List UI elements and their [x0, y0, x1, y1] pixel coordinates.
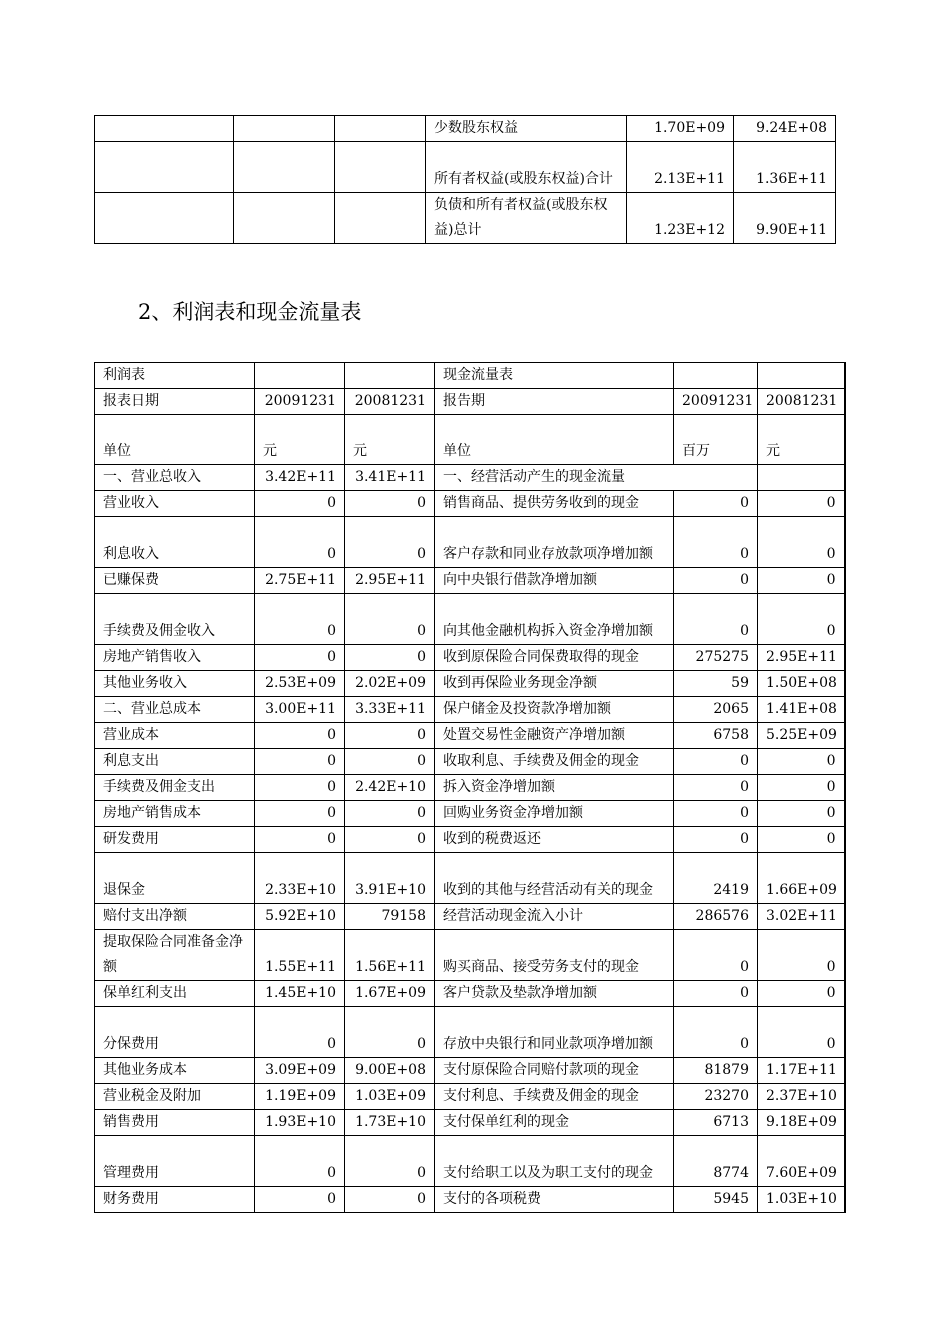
- main-row: [95, 594, 845, 645]
- top-cell: [95, 193, 234, 244]
- main-cell: 0: [255, 645, 345, 671]
- main-cell: 利润表: [95, 363, 255, 389]
- main-cell: 报告期: [435, 389, 674, 415]
- main-cell: 1.19E+09: [255, 1084, 345, 1110]
- main-row: [95, 1084, 845, 1110]
- main-cell: 79158: [345, 904, 435, 930]
- section-heading: 2、利润表和现金流量表: [138, 300, 362, 324]
- main-row: [95, 1110, 845, 1136]
- main-cell: 7.60E+09: [758, 1136, 845, 1187]
- main-cell: 1.17E+11: [758, 1058, 845, 1084]
- main-cell: [758, 465, 845, 491]
- income-cashflow-body: [95, 363, 845, 1213]
- main-cell: 报表日期: [95, 389, 255, 415]
- main-cell: 0: [345, 723, 435, 749]
- main-row: [95, 1058, 845, 1084]
- main-cell: 0: [674, 517, 758, 568]
- top-cell: [95, 142, 234, 193]
- main-cell: 2.95E+11: [345, 568, 435, 594]
- main-cell: 8774: [674, 1136, 758, 1187]
- main-cell: 3.00E+11: [255, 697, 345, 723]
- main-cell: [345, 363, 435, 389]
- main-cell: 元: [758, 415, 845, 465]
- main-cell: 利息收入: [95, 517, 255, 568]
- main-cell: 1.56E+11: [345, 930, 435, 981]
- main-cell: 0: [674, 981, 758, 1007]
- main-row: [95, 981, 845, 1007]
- balance-sheet-tail-body: [95, 116, 836, 244]
- main-cell: 手续费及佣金支出: [95, 775, 255, 801]
- main-cell: 房地产销售收入: [95, 645, 255, 671]
- main-cell: 9.18E+09: [758, 1110, 845, 1136]
- main-cell: 0: [345, 801, 435, 827]
- top-row: [95, 193, 836, 244]
- main-cell: 286576: [674, 904, 758, 930]
- main-cell: 经营活动现金流入小计: [435, 904, 674, 930]
- main-cell: 1.66E+09: [758, 853, 845, 904]
- main-row: [95, 775, 845, 801]
- main-cell: 房地产销售成本: [95, 801, 255, 827]
- main-cell: 支付的各项税费: [435, 1187, 674, 1213]
- main-row: [95, 645, 845, 671]
- main-row: [95, 389, 845, 415]
- main-row: [95, 930, 845, 981]
- main-cell: 5945: [674, 1187, 758, 1213]
- main-cell: 0: [255, 491, 345, 517]
- main-cell: 保户储金及投资款净增加额: [435, 697, 674, 723]
- main-cell: 收到的其他与经营活动有关的现金: [435, 853, 674, 904]
- main-cell: 收取利息、手续费及佣金的现金: [435, 749, 674, 775]
- main-cell: 0: [674, 775, 758, 801]
- main-cell: 营业收入: [95, 491, 255, 517]
- main-cell: 0: [255, 594, 345, 645]
- main-cell: 支付保单红利的现金: [435, 1110, 674, 1136]
- income-cashflow-table: [94, 362, 846, 1213]
- main-cell: 20091231: [674, 389, 758, 415]
- top-cell: 1.23E+12: [627, 193, 734, 244]
- main-cell: 0: [758, 491, 845, 517]
- main-cell: 0: [255, 723, 345, 749]
- main-cell: 3.91E+10: [345, 853, 435, 904]
- main-cell: 3.41E+11: [345, 465, 435, 491]
- main-cell: 5.25E+09: [758, 723, 845, 749]
- main-cell: 9.00E+08: [345, 1058, 435, 1084]
- main-cell: 销售费用: [95, 1110, 255, 1136]
- main-cell: 59: [674, 671, 758, 697]
- main-cell: 2.42E+10: [345, 775, 435, 801]
- main-cell: 元: [255, 415, 345, 465]
- main-cell: 3.33E+11: [345, 697, 435, 723]
- main-cell: 0: [758, 568, 845, 594]
- main-cell: 单位: [95, 415, 255, 465]
- main-row: [95, 749, 845, 775]
- main-cell: 3.02E+11: [758, 904, 845, 930]
- main-cell: 0: [345, 749, 435, 775]
- main-cell: 赔付支出净额: [95, 904, 255, 930]
- main-cell: 2.75E+11: [255, 568, 345, 594]
- main-cell: [758, 363, 845, 389]
- main-cell: 0: [345, 827, 435, 853]
- top-cell: [234, 193, 335, 244]
- main-cell: 20081231: [345, 389, 435, 415]
- main-cell: 向中央银行借款净增加额: [435, 568, 674, 594]
- main-cell: 0: [674, 1007, 758, 1058]
- main-cell: 0: [345, 645, 435, 671]
- main-cell: 0: [255, 517, 345, 568]
- main-cell: 拆入资金净增加额: [435, 775, 674, 801]
- main-cell: 百万: [674, 415, 758, 465]
- main-row: [95, 568, 845, 594]
- main-cell: 已赚保费: [95, 568, 255, 594]
- balance-sheet-tail-table: [94, 115, 836, 244]
- top-row: [95, 116, 836, 142]
- main-cell: 1.41E+08: [758, 697, 845, 723]
- main-cell: 提取保险合同准备金净额: [95, 930, 255, 981]
- main-cell: 保单红利支出: [95, 981, 255, 1007]
- main-cell: 3.09E+09: [255, 1058, 345, 1084]
- main-cell: 2419: [674, 853, 758, 904]
- main-cell: 存放中央银行和同业款项净增加额: [435, 1007, 674, 1058]
- top-cell: 2.13E+11: [627, 142, 734, 193]
- main-cell: 0: [255, 1007, 345, 1058]
- main-cell: 向其他金融机构拆入资金净增加额: [435, 594, 674, 645]
- main-cell: 0: [674, 568, 758, 594]
- top-cell: 负债和所有者权益(或股东权益)总计: [426, 193, 627, 244]
- main-row: [95, 517, 845, 568]
- main-cell: 2.33E+10: [255, 853, 345, 904]
- main-cell: 0: [758, 981, 845, 1007]
- main-cell: 1.03E+09: [345, 1084, 435, 1110]
- main-cell: 0: [345, 1136, 435, 1187]
- main-cell: 0: [345, 517, 435, 568]
- main-cell: 其他业务收入: [95, 671, 255, 697]
- main-cell: 3.42E+11: [255, 465, 345, 491]
- main-cell: 收到再保险业务现金净额: [435, 671, 674, 697]
- top-cell: 所有者权益(或股东权益)合计: [426, 142, 627, 193]
- main-cell: 0: [255, 827, 345, 853]
- main-cell: 客户存款和同业存放款项净增加额: [435, 517, 674, 568]
- main-row: [95, 1136, 845, 1187]
- main-cell: 支付给职工以及为职工支付的现金: [435, 1136, 674, 1187]
- main-cell: 收到原保险合同保费取得的现金: [435, 645, 674, 671]
- top-cell: [95, 116, 234, 142]
- main-row: [95, 1187, 845, 1213]
- main-cell: 收到的税费返还: [435, 827, 674, 853]
- main-cell: [674, 363, 758, 389]
- main-row: [95, 827, 845, 853]
- main-row: [95, 465, 845, 491]
- main-cell: 手续费及佣金收入: [95, 594, 255, 645]
- top-cell: 少数股东权益: [426, 116, 627, 142]
- main-cell: 2.02E+09: [345, 671, 435, 697]
- main-cell: 0: [758, 517, 845, 568]
- main-cell: 利息支出: [95, 749, 255, 775]
- main-cell: [674, 465, 758, 491]
- main-cell: 0: [674, 801, 758, 827]
- main-cell: 营业成本: [95, 723, 255, 749]
- main-cell: 2.53E+09: [255, 671, 345, 697]
- main-cell: 0: [758, 775, 845, 801]
- main-cell: 2.95E+11: [758, 645, 845, 671]
- top-cell: 9.24E+08: [734, 116, 836, 142]
- main-cell: 0: [674, 930, 758, 981]
- top-cell: [335, 193, 426, 244]
- main-row: [95, 415, 845, 465]
- top-cell: [234, 142, 335, 193]
- main-cell: 0: [255, 749, 345, 775]
- main-cell: 营业税金及附加: [95, 1084, 255, 1110]
- main-cell: 20091231: [255, 389, 345, 415]
- main-cell: 1.55E+11: [255, 930, 345, 981]
- main-row: [95, 671, 845, 697]
- top-cell: [335, 142, 426, 193]
- main-cell: 0: [758, 930, 845, 981]
- main-cell: 0: [758, 801, 845, 827]
- main-cell: 二、营业总成本: [95, 697, 255, 723]
- main-row: [95, 1007, 845, 1058]
- top-cell: 1.36E+11: [734, 142, 836, 193]
- main-cell: 0: [255, 1136, 345, 1187]
- main-cell: 管理费用: [95, 1136, 255, 1187]
- main-cell: 0: [345, 1007, 435, 1058]
- main-cell: 0: [345, 1187, 435, 1213]
- main-cell: 0: [758, 827, 845, 853]
- main-cell: 1.45E+10: [255, 981, 345, 1007]
- top-cell: [335, 116, 426, 142]
- top-cell: 1.70E+09: [627, 116, 734, 142]
- main-cell: 0: [255, 775, 345, 801]
- top-cell: 9.90E+11: [734, 193, 836, 244]
- main-cell: 0: [758, 594, 845, 645]
- main-cell: 0: [674, 594, 758, 645]
- main-cell: 6713: [674, 1110, 758, 1136]
- main-cell: 20081231: [758, 389, 845, 415]
- main-cell: 其他业务成本: [95, 1058, 255, 1084]
- main-cell: 1.73E+10: [345, 1110, 435, 1136]
- main-cell: 1.67E+09: [345, 981, 435, 1007]
- main-cell: 回购业务资金净增加额: [435, 801, 674, 827]
- main-cell: 0: [345, 594, 435, 645]
- main-row: [95, 491, 845, 517]
- main-cell: 23270: [674, 1084, 758, 1110]
- main-row: [95, 723, 845, 749]
- main-cell: 支付利息、手续费及佣金的现金: [435, 1084, 674, 1110]
- main-cell: 购买商品、接受劳务支付的现金: [435, 930, 674, 981]
- main-cell: 6758: [674, 723, 758, 749]
- main-row: [95, 853, 845, 904]
- main-cell: 5.92E+10: [255, 904, 345, 930]
- main-cell: 1.50E+08: [758, 671, 845, 697]
- main-cell: 1.93E+10: [255, 1110, 345, 1136]
- main-cell: 81879: [674, 1058, 758, 1084]
- main-cell: 1.03E+10: [758, 1187, 845, 1213]
- main-cell: 支付原保险合同赔付款项的现金: [435, 1058, 674, 1084]
- main-cell: 单位: [435, 415, 674, 465]
- main-cell: 0: [758, 749, 845, 775]
- main-cell: 2065: [674, 697, 758, 723]
- main-cell: 275275: [674, 645, 758, 671]
- main-row: [95, 363, 845, 389]
- main-cell: 销售商品、提供劳务收到的现金: [435, 491, 674, 517]
- main-row: [95, 904, 845, 930]
- main-cell: 0: [255, 1187, 345, 1213]
- main-cell: 退保金: [95, 853, 255, 904]
- main-cell: [255, 363, 345, 389]
- main-cell: 0: [255, 801, 345, 827]
- main-cell: 研发费用: [95, 827, 255, 853]
- main-cell: 0: [674, 749, 758, 775]
- main-cell: 一、经营活动产生的现金流量: [435, 465, 674, 491]
- top-cell: [234, 116, 335, 142]
- main-cell: 元: [345, 415, 435, 465]
- main-cell: 2.37E+10: [758, 1084, 845, 1110]
- main-row: [95, 801, 845, 827]
- main-cell: 处置交易性金融资产净增加额: [435, 723, 674, 749]
- top-row: [95, 142, 836, 193]
- main-cell: 0: [345, 491, 435, 517]
- main-row: [95, 697, 845, 723]
- main-cell: 一、营业总收入: [95, 465, 255, 491]
- main-cell: 0: [674, 827, 758, 853]
- main-cell: 分保费用: [95, 1007, 255, 1058]
- main-cell: 现金流量表: [435, 363, 674, 389]
- main-cell: 客户贷款及垫款净增加额: [435, 981, 674, 1007]
- main-cell: 0: [758, 1007, 845, 1058]
- main-cell: 0: [674, 491, 758, 517]
- main-cell: 财务费用: [95, 1187, 255, 1213]
